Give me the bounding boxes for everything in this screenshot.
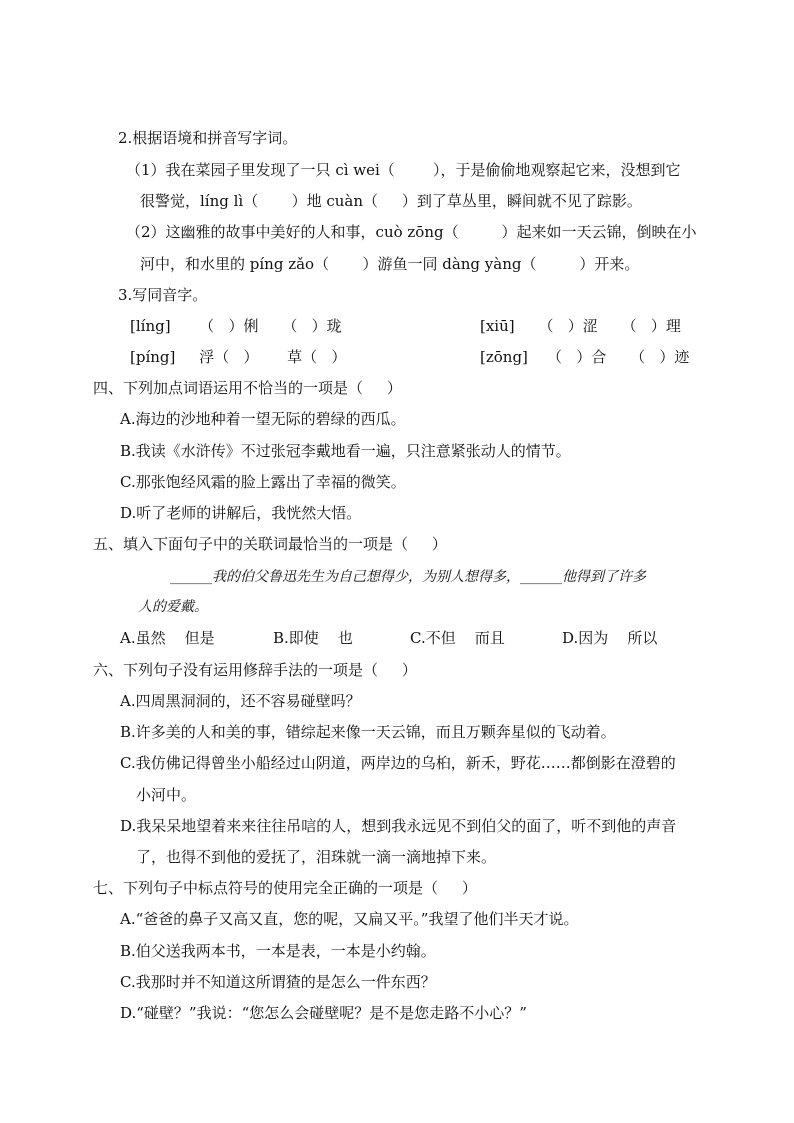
q3-row2-left: [píng] 浮（ ） 草（ ） xyxy=(130,348,347,366)
s6-option-d-line1: D.我呆呆地望着来来往往吊唁的人，想到我永远见不到伯父的面了，听不到他的声音 xyxy=(120,817,677,835)
s7-option-a: A.“爸爸的鼻子又高又直，您的呢，又扁又平。”我望了他们半天才说。 xyxy=(120,910,579,928)
s4-option-c: C.那张饱经风霜的脸上露出了幸福的微笑。 xyxy=(120,473,406,491)
s6-option-b: B.许多美的人和美的事，错综起来像一天云锦，而且万颗奔星似的飞动着。 xyxy=(120,723,616,741)
s7-option-c: C.我那时并不知道这所谓猹的是怎么一件东西？ xyxy=(120,973,436,991)
s5-option-a: A.虽然 但是 xyxy=(120,629,215,647)
s6-option-d-line2: 了，也得不到他的爱抚了，泪珠就一滴一滴地掉下来。 xyxy=(136,848,497,866)
s7-option-b: B.伯父送我两本书，一本是表，一本是小约翰。 xyxy=(120,942,436,960)
s5-option-b: B.即使 也 xyxy=(273,629,353,647)
s5-title: 五、填入下面句子中的关联词最恰当的一项是（ ） xyxy=(93,535,447,553)
q2-sentence2-line1: （2）这幽雅的故事中美好的人和事，cuò zōng（ ）起来如一天云锦，倒映在小 xyxy=(126,223,697,241)
s4-option-a: A.海边的沙地种着一望无际的碧绿的西瓜。 xyxy=(120,410,406,428)
s6-option-c-line2: 小河中。 xyxy=(136,786,197,804)
s7-option-d: D.“碰壁？”我说：“您怎么会碰壁呢？是不是您走路不小心？” xyxy=(120,1004,527,1022)
q3-title: 3.写同音字。 xyxy=(118,286,208,304)
q3-row1-right: [xiū] （ ）涩 （ ）理 xyxy=(480,317,681,335)
s5-sentence-line2: 人的爱戴。 xyxy=(138,599,208,615)
q3-row2-right: [zōng] （ ）合 （ ）迹 xyxy=(480,348,690,366)
s6-option-a: A.四周黑洞洞的，还不容易碰壁吗？ xyxy=(120,692,361,710)
q2-title: 2.根据语境和拼音写字词。 xyxy=(118,129,298,147)
s4-option-b: B.我读《水浒传》不过张冠李戴地看一遍，只注意紧张动人的情节。 xyxy=(120,442,571,460)
s7-title: 七、下列句子中标点符号的使用完全正确的一项是（ ） xyxy=(93,879,477,897)
s5-sentence-line1: ______我的伯父鲁迅先生为自己想得少，为别人想得多，______他得到了许多 xyxy=(170,569,646,585)
s6-title: 六、下列句子没有运用修辞手法的一项是（ ） xyxy=(93,661,417,679)
q2-sentence1-line1: （1）我在菜园子里发现了一只 cì wei（ ），于是偷偷地观察起它来，没想到它 xyxy=(126,161,681,179)
s5-option-d: D.因为 所以 xyxy=(562,629,658,647)
s4-option-d: D.听了老师的讲解后，我恍然大悟。 xyxy=(120,504,362,522)
s4-title: 四、下列加点词语运用不恰当的一项是（ ） xyxy=(93,379,402,397)
q3-row1-left: [líng] （ ）俐 （ ）珑 xyxy=(130,317,342,335)
s6-option-c-line1: C.我仿佛记得曾坐小船经过山阴道，两岸边的乌桕，新禾，野花……都倒影在澄碧的 xyxy=(120,754,676,772)
q2-sentence1-line2: 很警觉，líng lì（ ）地 cuàn（ ）到了草丛里，瞬间就不见了踪影。 xyxy=(140,192,642,210)
q2-sentence2-line2: 河中，和水里的 píng zǎo（ ）游鱼一同 dàng yàng（ ）开来。 xyxy=(140,255,640,273)
s5-option-c: C.不但 而且 xyxy=(410,629,505,647)
